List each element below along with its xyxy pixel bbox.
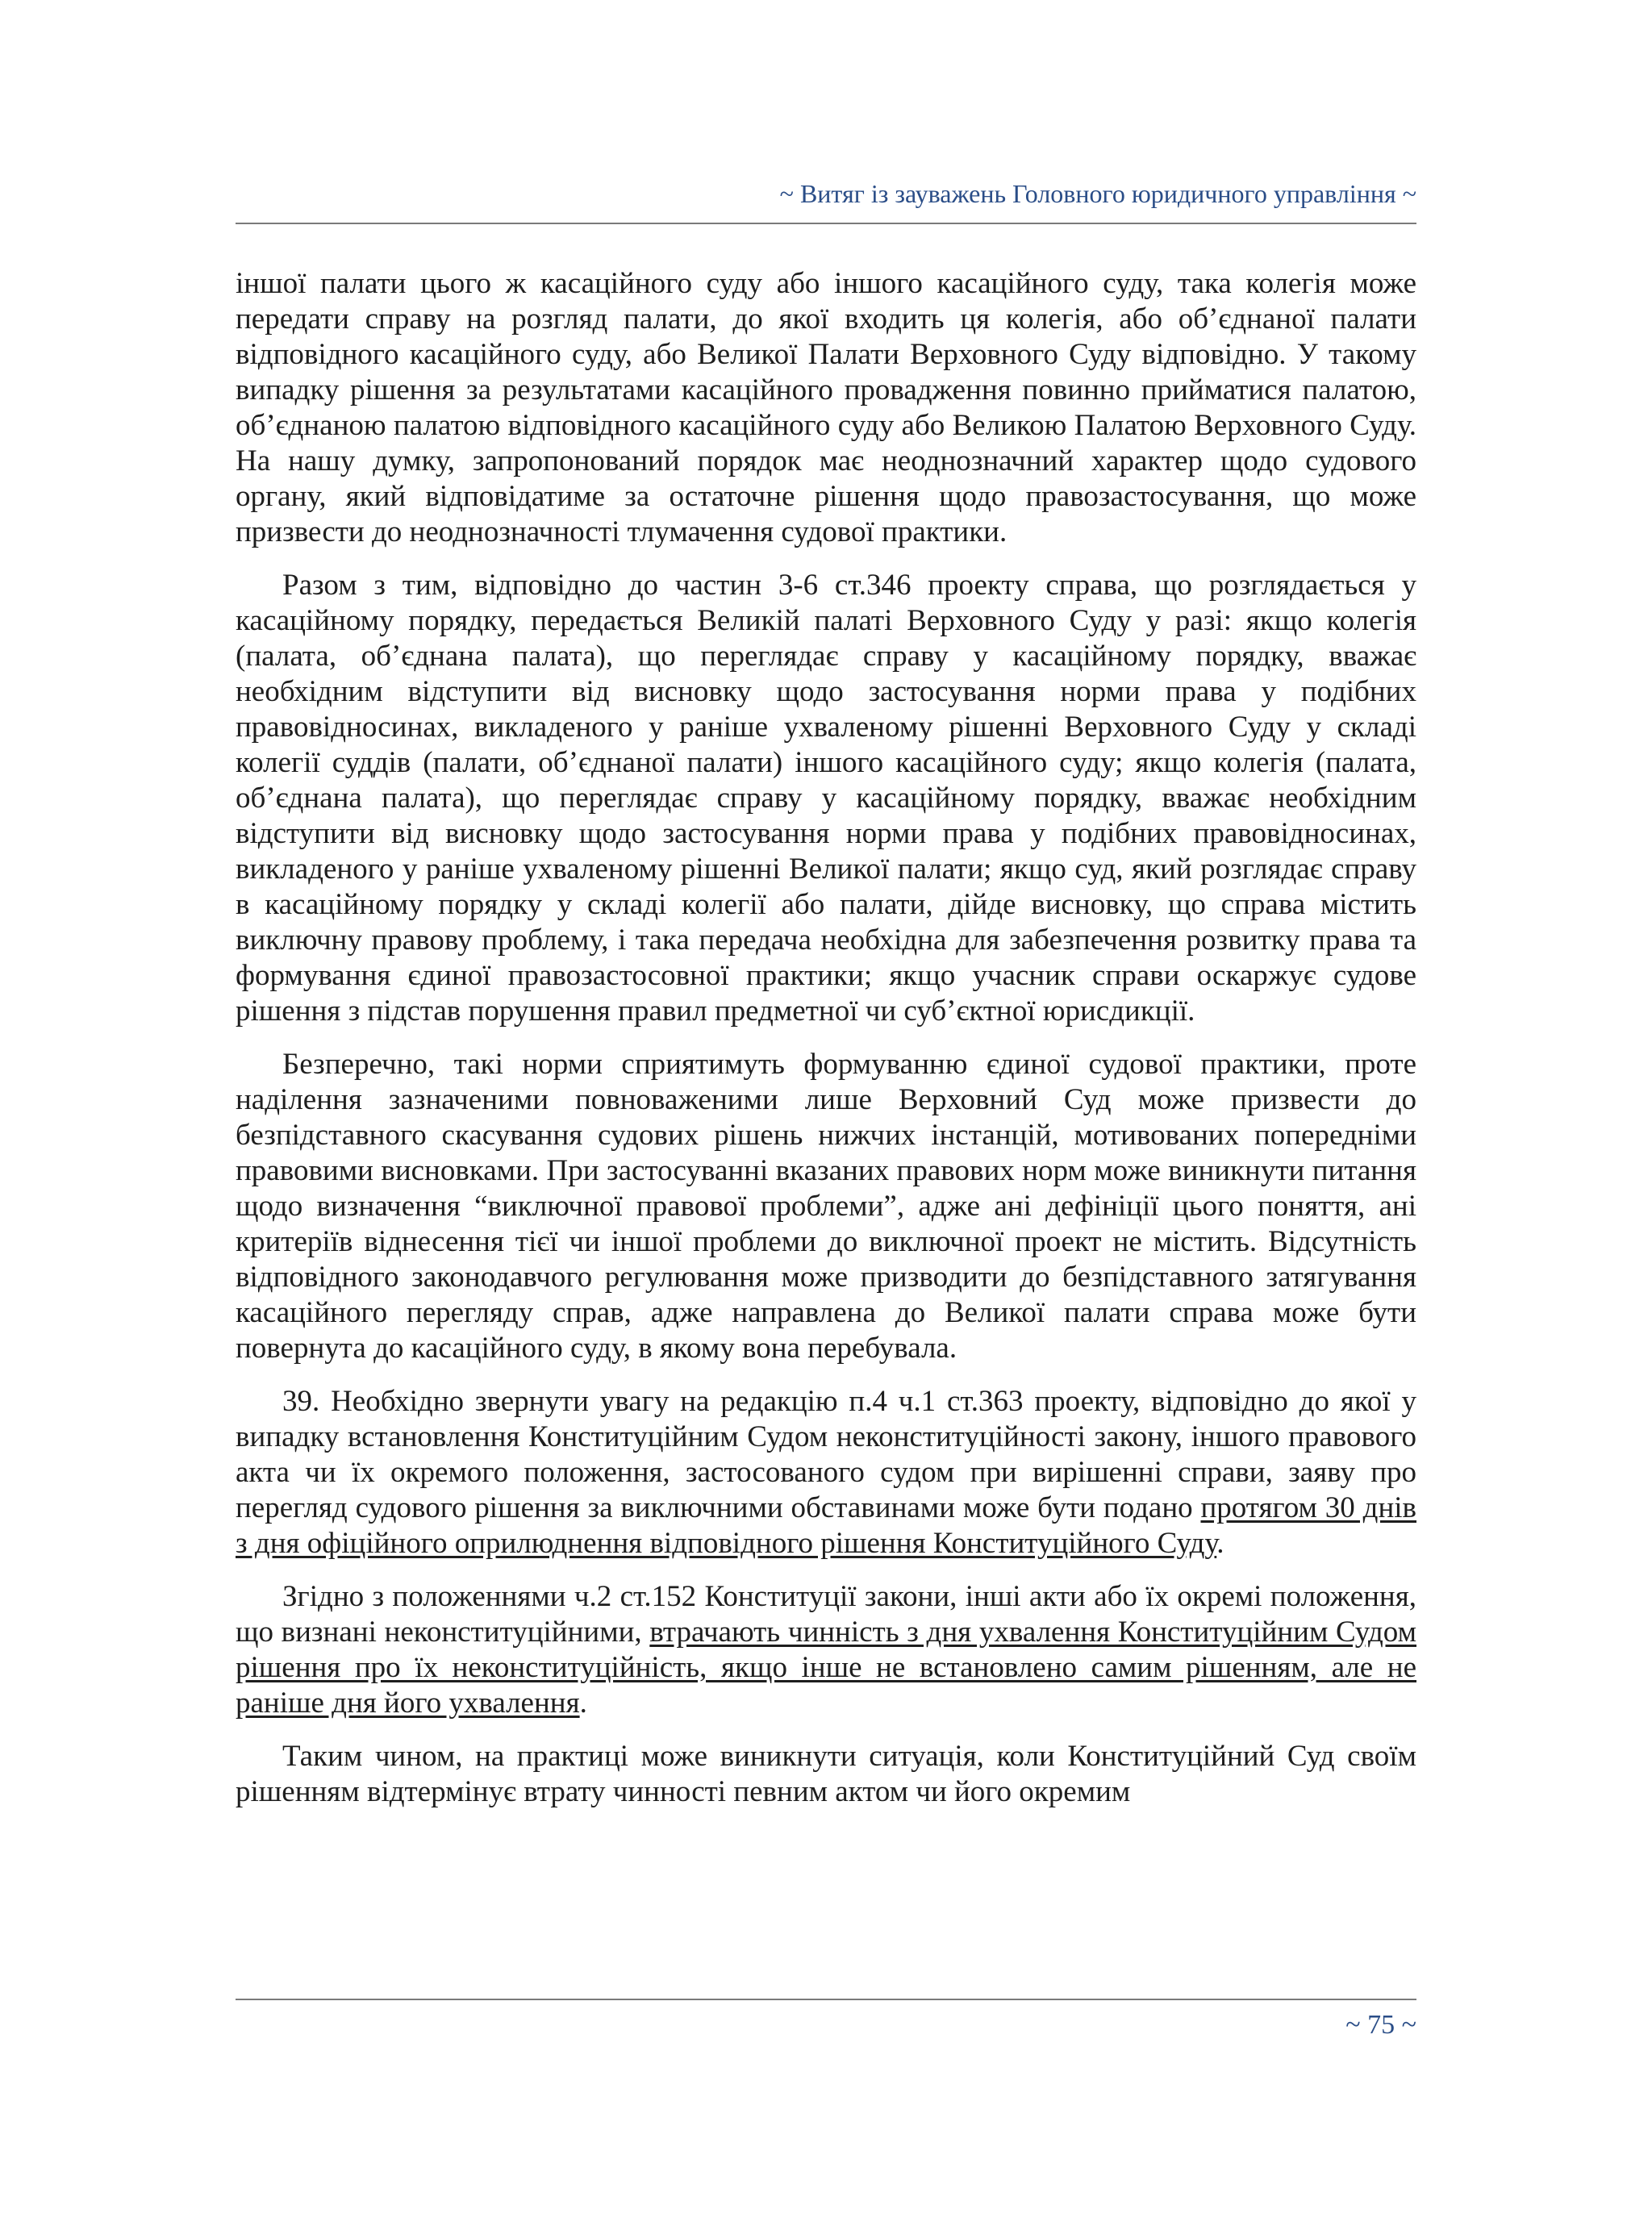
main-text bbox=[236, 266, 1416, 1810]
paragraph-39 bbox=[236, 1384, 1416, 1561]
paragraph-conclusion: Таким чином, на практиці може виникнути ситуація, коли Конституційний Суд своїм рішенням відтермінує втрату чинності певним актом чи його окремим bbox=[236, 1740, 1416, 1808]
paragraph-39-end: . bbox=[1216, 1527, 1224, 1560]
paragraph-judicial-practice: Безперечно, такі норми сприятимуть формуванню єдиної судової практики, проте наділення зазначеними повноваженими лише Верховний Суд може призвести до безпідставного скасування судових рішень нижчих інстанцій, мотивованих попередніми правовими висновками. При застосуванні вказаних правових норм може виникнути питання щодо визначення “виключної правової проблеми”, адже ані дефініції цього поняття, ані критеріїв віднесення тієї чи іншої проблеми до виключної проект не містить. Відсутність відповідного законодавчого регулювання може призводити до безпідставного затягування касаційного перегляду справ, адже направлена до Великої палати справа може бути повернута до касаційного суду, в якому вона перебувала. bbox=[236, 1048, 1416, 1365]
footer-divider bbox=[236, 1999, 1416, 2000]
header-divider bbox=[236, 223, 1416, 224]
paragraph-constitution-end: . bbox=[579, 1686, 587, 1720]
paragraph-article-346: Разом з тим, відповідно до частин 3-6 ст.346 проекту справа, що розглядається у касаційному порядку, передається Великій палаті Верховного Суду у разі: якщо колегія (палата, об’єднана палата), що переглядає справу у касаційному порядку, вважає необхідним відступити від висновку щодо застосування норми права у подібних правовідносинах, викладеного у раніше ухваленому рішенні Верховного Суду у складі колегії суддів (палати, об’єднаної палати) іншого касаційного суду; якщо колегія (палата, об’єднана палата), що переглядає справу у касаційному порядку, вважає необхідним відступити від висновку щодо застосування норми права у подібних правовідносинах, викладеного у раніше ухваленому рішенні Великої палати; якщо суд, який розглядає справу в касаційному порядку у складі колегії або палати, дійде висновку, що справа містить виключну правову проблему, і така передача необхідна для забезпечення розвитку права та формування єдиної правозастосовної практики; якщо учасник справи оскаржує судове рішення з підстав порушення правил предметної чи суб’єктної юрисдикції. bbox=[236, 569, 1416, 1028]
paragraph-39-text: 39. Необхідно звернути увагу на редакцію п.4 ч.1 ст.363 проекту, відповідно до якої у випадку встановлення Конституційним Судом неконституційності закону, іншого правового акта чи їх окремого положення, застосованого судом при вирішенні справи, заяву про перегляд судового рішення за виключними обставинами може бути подано bbox=[236, 1385, 1416, 1524]
paragraph-39-underlined: протягом 30 днів з дня офіційного оприлюднення відповідного рішення Конституційного Суду bbox=[236, 1491, 1416, 1560]
paragraph-constitution bbox=[236, 1579, 1416, 1721]
running-header: ~ Витяг із зауважень Головного юридичного управління ~ bbox=[779, 179, 1416, 208]
page-number: ~ 75 ~ bbox=[1345, 2010, 1416, 2040]
paragraph-constitution-text: Згідно з положеннями ч.2 ст.152 Конституції закони, інші акти або їх окремі положення, що визнані неконституційними, bbox=[236, 1580, 1416, 1649]
paragraph-continuation: іншої палати цього ж касаційного суду або іншого касаційного суду, така колегія може передати справу на розгляд палати, до якої входить ця колегія, або об’єднаної палати відповідного касаційного суду, або Великої Палати Верховного Суду відповідно. У такому випадку рішення за результатами касаційного провадження повинно прийматися палатою, об’єднаною палатою відповідного касаційного суду або Великою Палатою Верховного Суду. На нашу думку, запропонований порядок має неоднозначний характер щодо судового органу, який відповідатиме за остаточне рішення щодо правозастосування, що може призвести до неоднозначності тлумачення судової практики. bbox=[236, 267, 1416, 548]
paragraph-constitution-underlined: втрачають чинність з дня ухвалення Конституційним Судом рішення про їх неконституційність, якщо інше не встановлено самим рішенням, але не раніше дня його ухвалення bbox=[236, 1616, 1416, 1720]
